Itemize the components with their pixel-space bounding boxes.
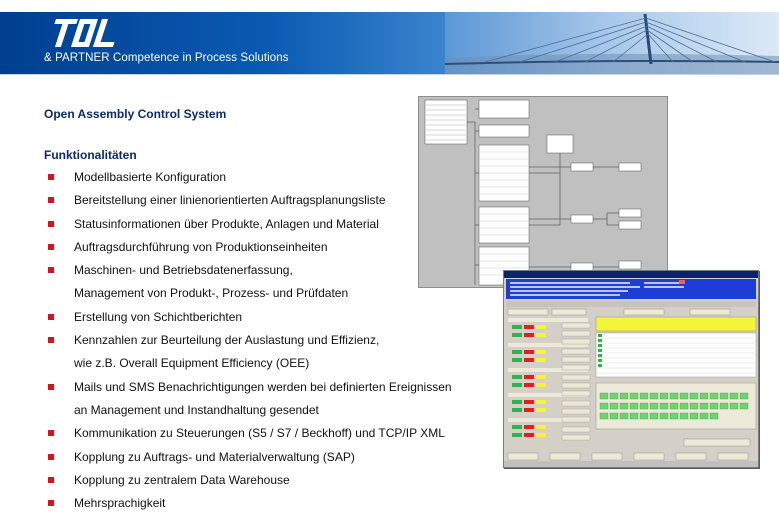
bullet-icon — [48, 337, 54, 343]
bullet-icon — [48, 221, 54, 227]
list-item: Statusinformationen über Produkte, Anlagen und Material — [44, 215, 494, 238]
bullet-icon — [48, 477, 54, 483]
list-item: Auftragsdurchführung von Produktionseinheiten — [44, 238, 494, 261]
list-item: Bereitstellung einer linienorientierten Auftragsplanungsliste — [44, 191, 494, 214]
list-item: Maschinen- und Betriebsdatenerfassung, — [44, 261, 494, 284]
company-logo — [44, 19, 126, 49]
bullet-icon — [48, 267, 54, 273]
page-title: Open Assembly Control System — [44, 107, 227, 121]
list-item-continuation: an Management und Instandhaltung gesendet — [74, 402, 319, 417]
bullet-icon — [48, 244, 54, 250]
list-item: Modellbasierte Konfiguration — [44, 168, 494, 191]
bullet-icon — [48, 500, 54, 506]
list-item: Erstellung von Schichtberichten — [44, 308, 494, 331]
bullet-icon — [48, 454, 54, 460]
header — [0, 0, 779, 76]
list-item-continuation: Management von Produkt-, Prozess- und Prüfdaten — [74, 286, 349, 301]
bullet-icon — [48, 197, 54, 203]
bullet-icon — [48, 384, 54, 390]
bullet-icon — [48, 174, 54, 180]
diagram-screenshot — [418, 96, 668, 288]
list-item: Kopplung zu Auftrags- und Materialverwaltung (SAP) — [44, 448, 494, 471]
list-item: Kopplung zu zentralem Data Warehouse — [44, 471, 494, 494]
bridge-photo — [445, 12, 779, 74]
application-screenshot — [503, 270, 759, 468]
section-title: Funktionalitäten — [44, 148, 137, 162]
tagline: & PARTNER Competence in Process Solutions — [44, 52, 289, 64]
bullet-icon — [48, 314, 54, 320]
list-item: Mehrsprachigkeit — [44, 494, 494, 517]
list-item: Kennzahlen zur Beurteilung der Auslastung und Effizienz, — [44, 331, 494, 354]
list-item: Mails und SMS Benachrichtigungen werden bei definierten Ereignissen — [44, 378, 494, 401]
header-divider — [0, 74, 779, 75]
list-item: Kommunikation zu Steuerungen (S5 / S7 / Beckhoff) und TCP/IP XML — [44, 424, 494, 447]
bullet-icon — [48, 430, 54, 436]
list-item-continuation: wie z.B. Overall Equipment Efficiency (OEE) — [74, 356, 310, 371]
